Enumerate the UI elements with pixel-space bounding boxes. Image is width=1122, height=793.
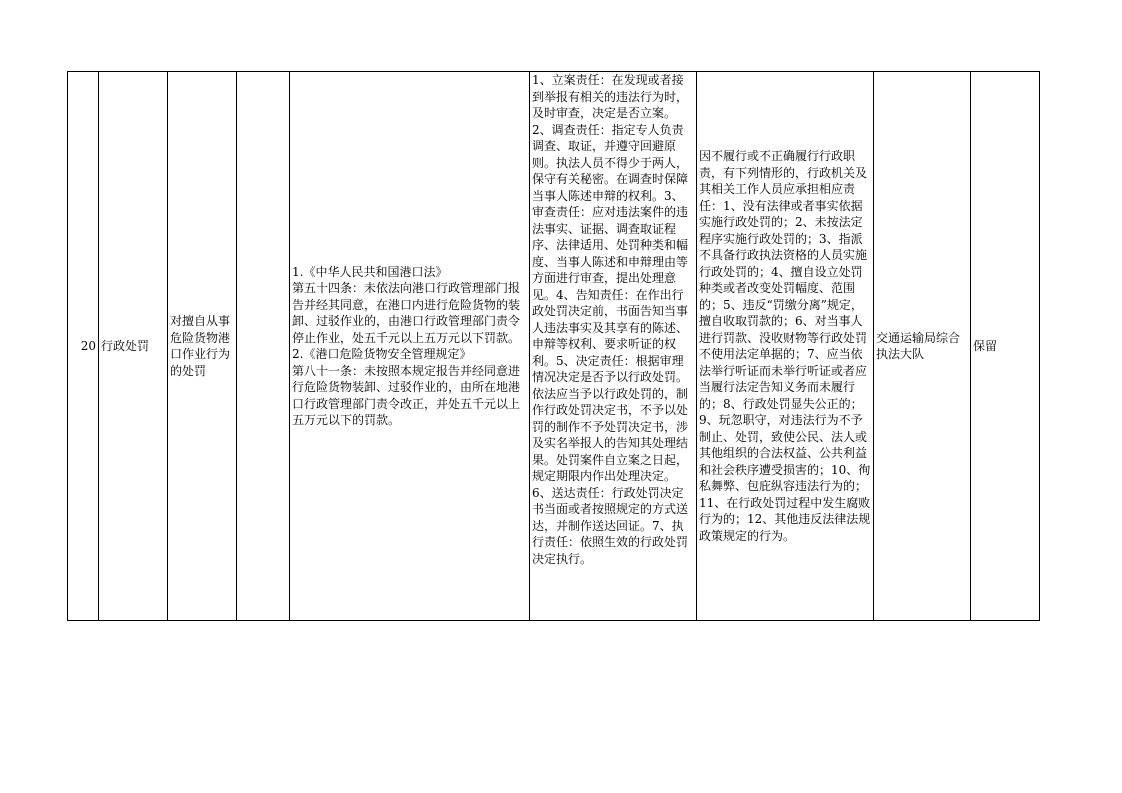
table-row	[68, 72, 1040, 621]
row-number-cell: 20	[68, 72, 99, 621]
responsibility-cell	[530, 72, 697, 621]
power-type-cell: 行政处罚	[99, 72, 168, 621]
remark-cell: 保留	[971, 72, 1040, 621]
accountability-cell	[697, 72, 874, 621]
responsibility-text: 1、立案责任：在发现或者接到举报有相关的违法行为时，及时审查，决定是否立案。2、调查责任：指定专人负责调查、取证，并遵守回避原则。执法人员不得少于两人，保守有关秘密。在调查时保障当事人陈述申辩的权利。3、审查责任：应对违法案件的违法事实、证据、调查取证程序、法律适用、处罚种类和幅度、当事人陈述和申辩理由等方面进行审查，提出处理意见。4、告知责任：在作出行政处罚决定前，书面告知当事人违法事实及其享有的陈述、申辩等权利、要求听证的权利。5、决定责任：根据审理情况决定是否予以行政处罚。依法应当予以行政处罚的，制作行政处罚决定书，不予以处罚的制作不予处罚决定书，涉及实名举报人的告知其处理结果。处罚案件自立案之日起，规定期限内作出处理决定。 6、送达责任：行政处罚决定书当面或者按照规定的方式送达，并制作送达回证。7、执行责任：依照生效的行政处罚决定执行。	[532, 73, 689, 566]
power-list-table	[67, 71, 1040, 621]
department-cell: 交通运输局综合执法大队	[874, 72, 971, 621]
item-name-cell: 对擅自从事危险货物港口作业行为的处罚	[168, 72, 237, 621]
accountability-text: 因不履行或不正确履行行政职责，有下列情形的，行政机关及其相关工作人员应承担相应责任：1、没有法律或者事实依据实施行政处罚的；2、未按法定程序实施行政处罚的；3、指派不具备行政执法资格的人员实施行政处罚的；4、擅自设立处罚种类或者改变处罚幅度、范围的；5、违反“罚缴分离”规定，擅自收取罚款的；6、对当事人进行罚款、没收财物等行政处罚不使用法定单据的；7、应当依法举行听证而未举行听证或者应当履行法定告知义务而未履行的；8、行政处罚显失公正的；9、玩忽职守，对违法行为不予制止、处罚，致使公民、法人或其他组织的合法权益、公共利益和社会秩序遭受损害的；10、徇私舞弊、包庇纵容违法行为的；11、在行政处罚过程中发生腐败行为的；12、其他违反法律法规政策规定的行为。	[699, 149, 871, 543]
sub-item-cell	[237, 72, 290, 621]
legal-basis-cell	[290, 72, 530, 621]
responsibility-clip	[532, 72, 694, 620]
legal-basis-text: 1.《中华人民共和国港口法》 第五十四条：未依法向港口行政管理部门报告并经其同意，在港口内进行危险货物的装卸、过驳作业的，由港口行政管理部门责令停止作业，处五千元以上五万元以下罚款。 2.《港口危险货物安全管理规定》 第八十一条：未按照本规定报告并经同意进行危险货物装卸、过驳作业的，由所在地港口行政管理部门责令改正，并处五千元以上五万元以下的罚款。	[292, 264, 521, 427]
